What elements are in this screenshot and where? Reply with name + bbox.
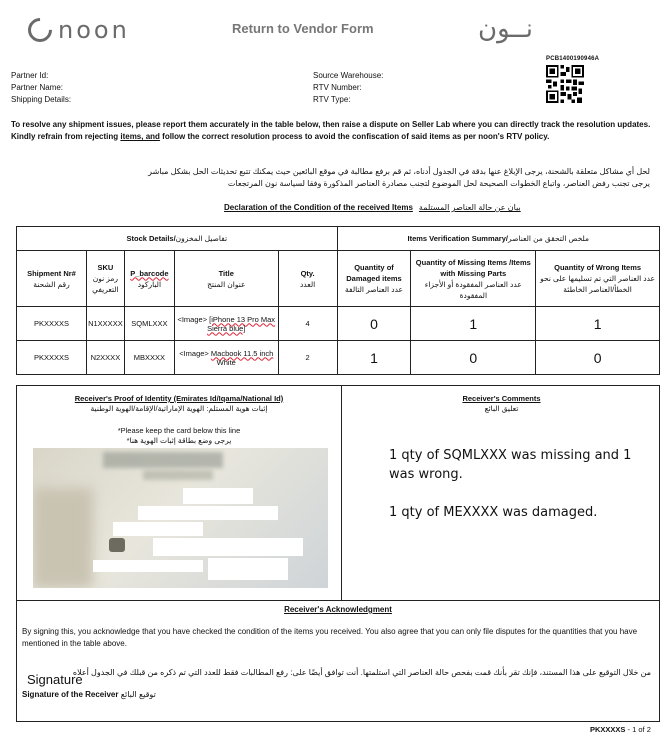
table-row [17,341,660,375]
redaction-block [138,506,278,520]
noon-logo-text: noon [58,16,130,44]
acknowledgment-title: Receiver's Acknowledgment [284,605,392,614]
proof-of-identity-title [17,394,341,414]
page-header [0,0,666,60]
source-warehouse-label: Source Warehouse: [313,71,384,80]
cell-missing: 0 [411,341,536,375]
declaration-heading [224,203,521,212]
col-title: Title عنوان المنتج [174,251,278,307]
table-column-header [17,251,660,307]
shipping-details-label: Shipping Details: [11,95,72,104]
instructions-ar [30,166,650,190]
cell-sku: N1XXXXX [86,307,124,341]
redaction-block [113,522,203,536]
acknowledgment-text: By signing this, you acknowledge that you have checked the condition of the items you received. You also agree that you can only file disputes for the quantities that you have mentioned in the table above. [22,627,638,648]
cell-damaged: 1 [337,341,411,375]
col-sku: SKU رمز نون التعريفي [86,251,124,307]
cell-sku: N2XXXX [86,341,124,375]
declaration-ar: بيان عن حالة العناصر المستلمة [418,203,521,212]
cell-shipment: PKXXXXS [17,341,87,375]
keep-card-note-ar: *يرجى وضع بطاقة إثبات الهوية هنا [126,436,232,445]
table-group-header [17,227,660,251]
keep-card-note [17,426,341,446]
instruction-line-2-end: follow the correct resolution process to avoid the confiscation of said items as per noon's RTV policy. [159,132,550,141]
noon-logo-mark-icon [23,13,57,47]
receiver-section [16,385,660,722]
col-qty: Qty. العدد [278,251,337,307]
col-barcode: P_barcode الباركود [124,251,174,307]
signature-label: Signature of the Receiver توقيع البائع [22,690,156,699]
redaction-block [153,538,303,556]
instruction-line-1: To resolve any shipment issues, please report them accurately in the table below, then raise a dispute on Seller Lab where you can directly track the resolution updates. [11,120,651,129]
instruction-ar-line-2: يرجى تجنب رفض العناصر، واتباع الخطوات الصحيحة لحل الموضوع لتجنب مصادرة العناصر المذكورة وفقا لسياسة نون المرتجعات [227,179,650,188]
cell-barcode: MBXXXX [124,341,174,375]
col-shipment: Shipment Nr# رقم الشحنة [17,251,87,307]
instructions-en [11,119,651,143]
comment-line: 1 qty of MEXXXX was damaged. [389,505,598,520]
proof-title-en: Receiver's Proof of Identity (Emirates Id/Iqama/National Id) [74,394,284,403]
qr-code-icon [546,65,584,103]
page-footer [590,725,651,734]
cell-qty: 2 [278,341,337,375]
proof-title-ar: إثبات هوية المستلم: الهوية الإماراتية/الإقامة/الهوية الوطنية [90,404,268,413]
noon-logo-arabic: نــون [478,14,533,44]
acknowledgment-text-ar: من خلال التوقيع على هذا المستند، فإنك تقر بأنك قمت بفحص حالة العناصر التي استلمتها. أنت توافق أيضًا على: رفع المطالبات فقط للعدد التي تم ذكره من قبلك في الجدول أعلاه [72,668,651,677]
emblem-icon [109,538,125,552]
instruction-line-2-underlined: items, and [120,132,160,141]
partner-info [11,70,71,106]
verification-summary-group: Items Verification Summary/ملخص التحقق من العناصر [337,227,659,251]
cell-title: <Image> Macbook 11.5 inch White [174,341,278,375]
redaction-block [93,560,203,572]
cell-title: <Image> [iPhone 13 Pro Max Sierra blue] [174,307,278,341]
comments-title-ar: تعليق البائع [484,404,519,413]
rtv-type-label: RTV Type: [313,95,351,104]
cell-barcode: SQMLXXX [124,307,174,341]
signature-field[interactable]: Signature [27,672,83,687]
cell-qty: 4 [278,307,337,341]
col-missing: Quantity of Missing Items /Items with Missing Parts عدد العناصر المفقودة أو الأجزاء المفقودة [411,251,536,307]
stock-details-group: Stock Details/تفاصيل المخزون [17,227,338,251]
warehouse-info [313,70,383,106]
form-title: Return to Vendor Form [232,21,374,36]
col-wrong: Quantity of Wrong Items عدد العناصر التي تم تسليمها على نحو الخطأ/العناصر الخاطئة [536,251,660,307]
cell-shipment: PKXXXXS [17,307,87,341]
redaction-block [183,488,253,504]
receiver-comments [389,446,639,541]
declaration-en: Declaration of the Condition of the received Items [224,203,413,212]
rtv-number-label: RTV Number: [313,83,362,92]
cell-damaged: 0 [337,307,411,341]
redaction-block [208,558,288,580]
instruction-line-2 [11,131,651,143]
cell-missing: 1 [411,307,536,341]
table-row [17,307,660,341]
instruction-line-2-start: Kindly refrain from rejecting [11,132,121,141]
comment-line: 1 qty of SQMLXXX was missing and 1 was wrong. [389,448,632,482]
comments-title-en: Receiver's Comments [462,394,541,403]
keep-card-note-en: *Please keep the card below this line [117,426,241,435]
divider-vertical [341,386,342,600]
divider-horizontal [17,600,659,601]
col-damaged: Quantity of Damaged items عدد العناصر التالفة [337,251,411,307]
noon-logo [28,16,130,44]
partner-name-label: Partner Name: [11,83,64,92]
items-table [16,226,660,375]
partner-id-label: Partner Id: [11,71,49,80]
id-card-image [33,448,328,588]
instruction-ar-line-1: لحل أي مشاكل متعلقة بالشحنة، يرجى الإبلاغ عنها بدقة في الجدول أدناه، ثم قم برفع مطالبة في موقع البائعين حيث يمكنك تتبع تحديثات الحل بشكل مباشر [148,167,650,176]
cell-wrong: 1 [536,307,660,341]
footer-ref: PKXXXXS [590,725,626,734]
qr-code-label: PCB1400190946A [546,56,600,62]
cell-wrong: 0 [536,341,660,375]
page-number: - 1 of 2 [625,725,651,734]
comments-title [342,394,661,414]
